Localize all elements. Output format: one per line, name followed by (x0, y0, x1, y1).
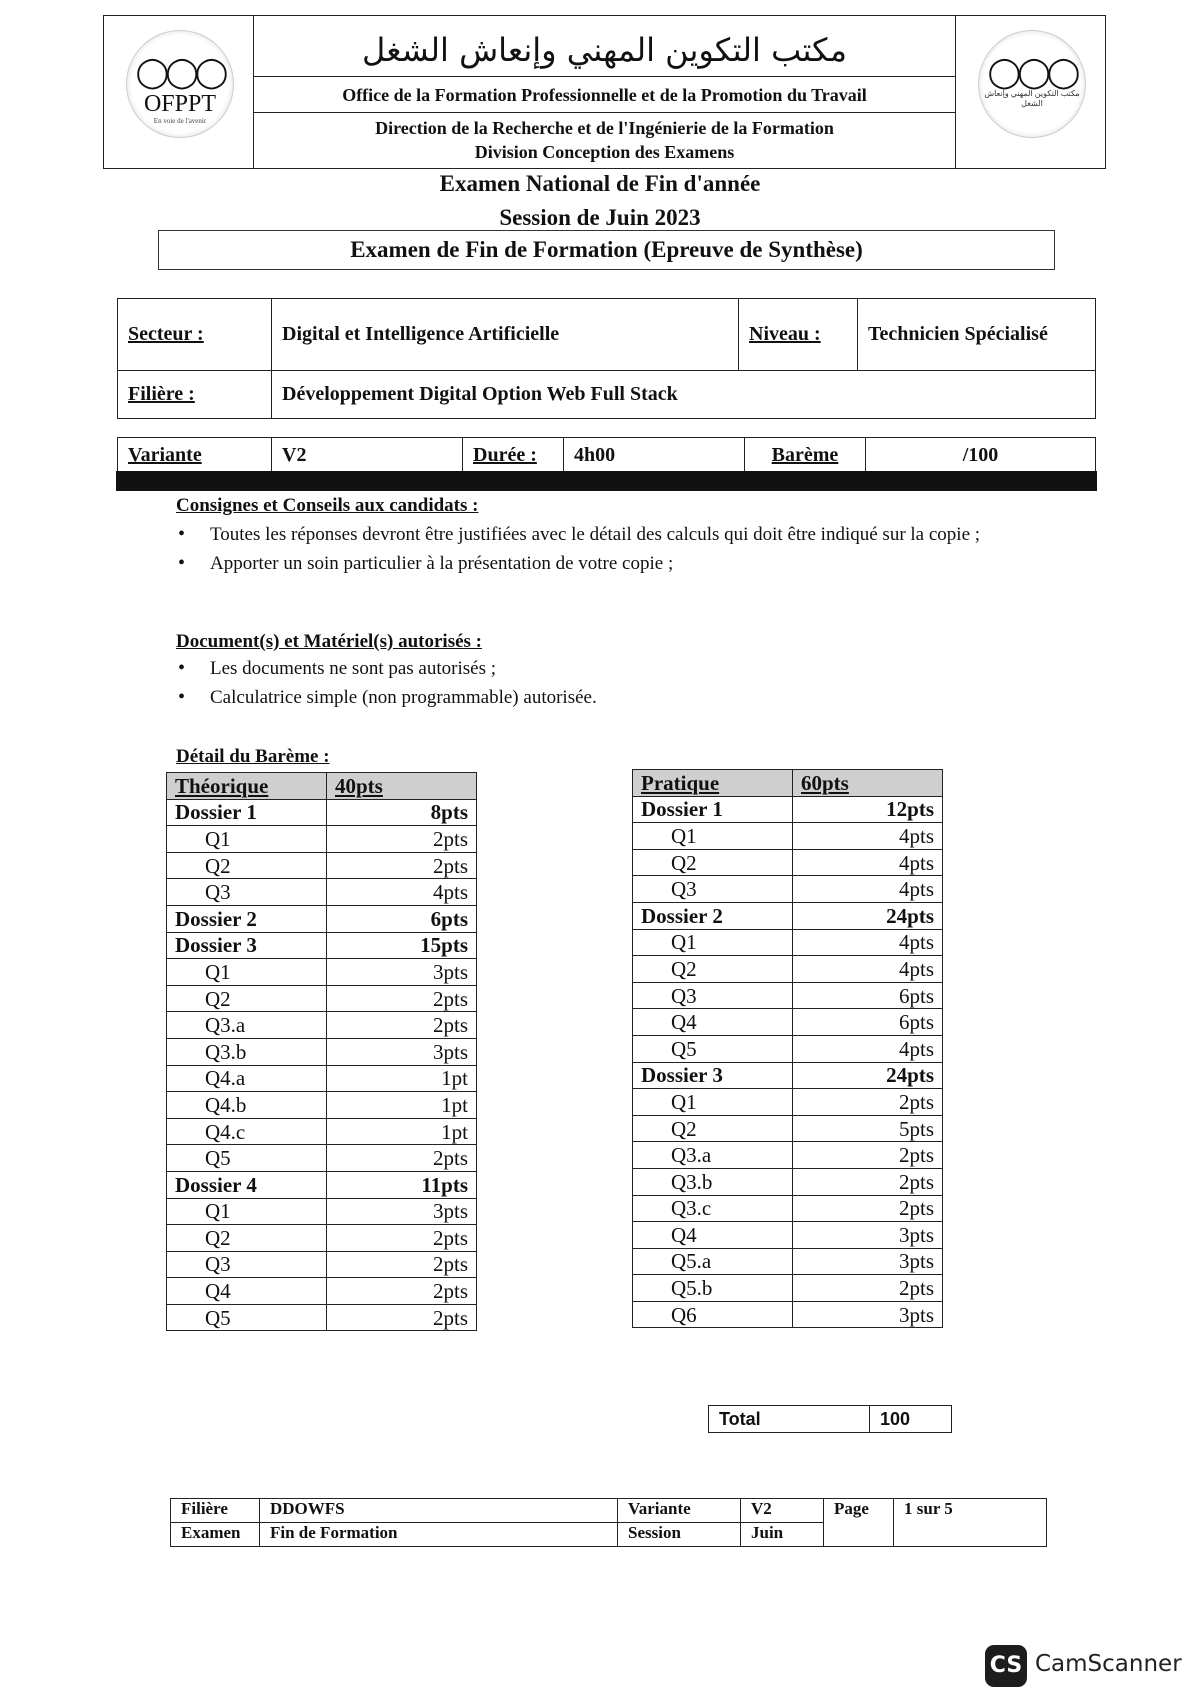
footer-examen-label: Examen (171, 1523, 260, 1547)
table-row (633, 876, 943, 903)
list-item: • Calculatrice simple (non programmable) autorisée. (176, 683, 1056, 712)
row-points: 5pts (793, 1115, 943, 1142)
table-row (167, 1198, 477, 1225)
table-header-row (167, 773, 477, 800)
footer-session-value: Juin (741, 1523, 824, 1547)
niveau-label: Niveau : (739, 299, 858, 371)
table-row (167, 826, 477, 853)
arabic-title: مكتب التكوين المهني وإنعاش الشغل (254, 24, 955, 77)
row-points: 12pts (793, 796, 943, 823)
bareme-pratique-table (632, 769, 943, 1328)
table-row (167, 1278, 477, 1305)
row-points: 6pts (793, 1009, 943, 1036)
row-label: Q1 (167, 826, 327, 853)
row-points: 3pts (327, 959, 477, 986)
row-points: 24pts (793, 902, 943, 929)
row-label: Q3.a (633, 1142, 793, 1169)
header-points-cell: 60pts (793, 770, 943, 797)
table-row (633, 1222, 943, 1249)
row-label: Q4 (633, 1222, 793, 1249)
row-label: Q1 (633, 823, 793, 850)
camscanner-icon: CS (985, 1645, 1027, 1687)
row-label: Dossier 3 (167, 932, 327, 959)
table-row (633, 1168, 943, 1195)
footer-filiere-label: Filière (171, 1499, 260, 1523)
table-row (633, 1301, 943, 1328)
row-points: 3pts (327, 1198, 477, 1225)
row-points: 4pts (793, 956, 943, 983)
row-points: 11pts (327, 1171, 477, 1198)
footer-variante-value: V2 (741, 1499, 824, 1523)
footer-filiere-value: DDOWFS (260, 1499, 618, 1523)
header-section-cell: Pratique (633, 770, 793, 797)
table-row (167, 1304, 477, 1331)
table-row (633, 1115, 943, 1142)
row-label: Q1 (633, 1089, 793, 1116)
footer-variante-label: Variante (618, 1499, 741, 1523)
table-row (167, 1171, 477, 1198)
table-row (633, 1275, 943, 1302)
row-points: 2pts (793, 1142, 943, 1169)
row-points: 2pts (327, 1251, 477, 1278)
list-item: • Toutes les réponses devront être justifiées avec le détail des calculs qui doit être indiqué sur la copie ; (176, 520, 1056, 549)
exam-title: Examen National de Fin d'année (439, 171, 761, 196)
row-label: Q4.c (167, 1118, 327, 1145)
row-points: 8pts (327, 799, 477, 826)
table-row (633, 929, 943, 956)
row-label: Dossier 2 (167, 905, 327, 932)
row-points: 2pts (793, 1089, 943, 1116)
row-label: Q4.b (167, 1092, 327, 1119)
documents-list (176, 654, 1056, 712)
header-section-cell: Théorique (167, 773, 327, 800)
list-item: • Les documents ne sont pas autorisés ; (176, 654, 1056, 683)
row-points: 2pts (327, 826, 477, 853)
table-row (167, 1012, 477, 1039)
variante-label: Variante (118, 438, 272, 474)
bareme-value: /100 (866, 438, 1096, 474)
row-points: 4pts (327, 879, 477, 906)
table-row (633, 1062, 943, 1089)
ofppt-logo-left (126, 30, 234, 138)
niveau-value: Technicien Spécialisé (858, 299, 1096, 371)
documents-title: Document(s) et Matériel(s) autorisés : (176, 631, 483, 652)
row-label: Dossier 1 (167, 799, 327, 826)
table-row (167, 1225, 477, 1252)
row-points: 2pts (327, 1278, 477, 1305)
table-row (167, 1038, 477, 1065)
row-label: Q5 (633, 1035, 793, 1062)
table-row (633, 796, 943, 823)
row-label: Dossier 2 (633, 902, 793, 929)
row-points: 3pts (793, 1301, 943, 1328)
table-row (167, 1065, 477, 1092)
row-label: Q3.b (633, 1168, 793, 1195)
header-box (103, 15, 1106, 169)
row-points: 2pts (327, 1145, 477, 1172)
row-label: Q5.b (633, 1275, 793, 1302)
total-table (708, 1405, 952, 1433)
table-row (167, 852, 477, 879)
table-row (167, 932, 477, 959)
exam-session: Session de Juin 2023 (499, 205, 701, 230)
footer-page-label: Page (824, 1499, 894, 1547)
row-points: 1pt (327, 1092, 477, 1119)
list-item: • Apporter un soin particulier à la présentation de votre copie ; (176, 549, 1056, 578)
row-label: Q2 (167, 852, 327, 879)
ofppt-logo-right (978, 30, 1086, 138)
table-row (167, 1118, 477, 1145)
total-value: 100 (870, 1406, 952, 1433)
row-label: Dossier 3 (633, 1062, 793, 1089)
row-points: 2pts (327, 985, 477, 1012)
row-points: 6pts (327, 905, 477, 932)
row-points: 1pt (327, 1065, 477, 1092)
ofppt-mark-icon: ◯◯◯ (987, 55, 1077, 90)
footer-table (170, 1498, 1047, 1547)
duree-value: 4h00 (564, 438, 745, 474)
row-points: 2pts (327, 1225, 477, 1252)
row-label: Q5.a (633, 1248, 793, 1275)
exam-type-box: Examen de Fin de Formation (Epreuve de Synthèse) (158, 230, 1055, 270)
row-points: 2pts (793, 1275, 943, 1302)
logo-left-cell (104, 16, 254, 168)
consignes-list (176, 520, 1056, 578)
table-row (633, 1089, 943, 1116)
table-row (167, 879, 477, 906)
direction: Direction de la Recherche et de l'Ingénierie de la Formation (375, 118, 834, 138)
row-label: Q3 (167, 879, 327, 906)
table-row (633, 849, 943, 876)
filiere-value: Développement Digital Option Web Full Stack (272, 371, 1096, 419)
logo-arabic-text: مكتب التكوين المهني وإنعاش الشغل (984, 89, 1080, 108)
secteur-label: Secteur : (118, 299, 272, 371)
row-label: Q3.c (633, 1195, 793, 1222)
table-row (633, 1142, 943, 1169)
row-label: Q3.a (167, 1012, 327, 1039)
row-points: 2pts (327, 1012, 477, 1039)
row-label: Q3 (633, 982, 793, 1009)
row-points: 4pts (793, 823, 943, 850)
table-row (167, 1092, 477, 1119)
header-points-cell: 40pts (327, 773, 477, 800)
table-row (633, 956, 943, 983)
filiere-label: Filière : (118, 371, 272, 419)
logo-text: OFPPT (143, 91, 217, 117)
consignes-title: Consignes et Conseils aux candidats : (176, 495, 479, 516)
division: Division Conception des Examens (474, 142, 735, 162)
row-points: 3pts (327, 1038, 477, 1065)
table-row (633, 902, 943, 929)
bareme-label: Barème (745, 438, 866, 474)
footer-examen-value: Fin de Formation (260, 1523, 618, 1547)
variante-table (117, 437, 1096, 474)
row-points: 2pts (327, 852, 477, 879)
bareme-title: Détail du Barème : (176, 746, 330, 767)
row-points: 15pts (327, 932, 477, 959)
row-label: Q4.a (167, 1065, 327, 1092)
row-label: Q5 (167, 1304, 327, 1331)
table-header-row (633, 770, 943, 797)
row-points: 2pts (327, 1304, 477, 1331)
header-center (254, 16, 955, 168)
row-label: Q3.b (167, 1038, 327, 1065)
row-points: 1pt (327, 1118, 477, 1145)
row-label: Q2 (167, 985, 327, 1012)
row-label: Q2 (167, 1225, 327, 1252)
table-row (633, 982, 943, 1009)
row-label: Q2 (633, 956, 793, 983)
row-points: 4pts (793, 929, 943, 956)
table-row (167, 905, 477, 932)
consignes-section (176, 495, 1056, 578)
row-points: 24pts (793, 1062, 943, 1089)
row-points: 4pts (793, 1035, 943, 1062)
table-row (633, 1035, 943, 1062)
direction-line (254, 116, 955, 164)
org-name: Office de la Formation Professionnelle et de la Promotion du Travail (254, 78, 955, 113)
row-label: Q5 (167, 1145, 327, 1172)
table-row (167, 1145, 477, 1172)
documents-section (176, 631, 1056, 712)
camscanner-name: CamScanner (1035, 1651, 1182, 1677)
row-label: Dossier 1 (633, 796, 793, 823)
table-row (167, 1251, 477, 1278)
row-label: Dossier 4 (167, 1171, 327, 1198)
black-divider (116, 471, 1097, 491)
row-label: Q1 (167, 1198, 327, 1225)
table-row (633, 1248, 943, 1275)
row-points: 2pts (793, 1195, 943, 1222)
table-row (167, 959, 477, 986)
row-label: Q3 (167, 1251, 327, 1278)
row-points: 4pts (793, 876, 943, 903)
row-points: 4pts (793, 849, 943, 876)
footer-session-label: Session (618, 1523, 741, 1547)
row-label: Q6 (633, 1301, 793, 1328)
row-label: Q4 (633, 1009, 793, 1036)
row-points: 3pts (793, 1248, 943, 1275)
ofppt-mark-icon: ◯◯◯ (135, 55, 225, 90)
logo-right-cell (955, 16, 1105, 168)
row-points: 3pts (793, 1222, 943, 1249)
bareme-theorique-table (166, 772, 477, 1331)
row-label: Q2 (633, 849, 793, 876)
row-label: Q1 (633, 929, 793, 956)
row-label: Q1 (167, 959, 327, 986)
row-label: Q3 (633, 876, 793, 903)
footer-page-value: 1 sur 5 (894, 1499, 1047, 1547)
row-label: Q2 (633, 1115, 793, 1142)
table-row (167, 985, 477, 1012)
table-row (167, 799, 477, 826)
info-table (117, 298, 1096, 419)
secteur-value: Digital et Intelligence Artificielle (272, 299, 739, 371)
row-points: 2pts (793, 1168, 943, 1195)
logo-tagline: En voie de l'avenir (153, 117, 207, 125)
table-row (633, 1195, 943, 1222)
row-label: Q4 (167, 1278, 327, 1305)
table-row (633, 1009, 943, 1036)
variante-value: V2 (272, 438, 463, 474)
row-points: 6pts (793, 982, 943, 1009)
duree-label: Durée : (463, 438, 564, 474)
total-label: Total (709, 1406, 870, 1433)
table-row (633, 823, 943, 850)
